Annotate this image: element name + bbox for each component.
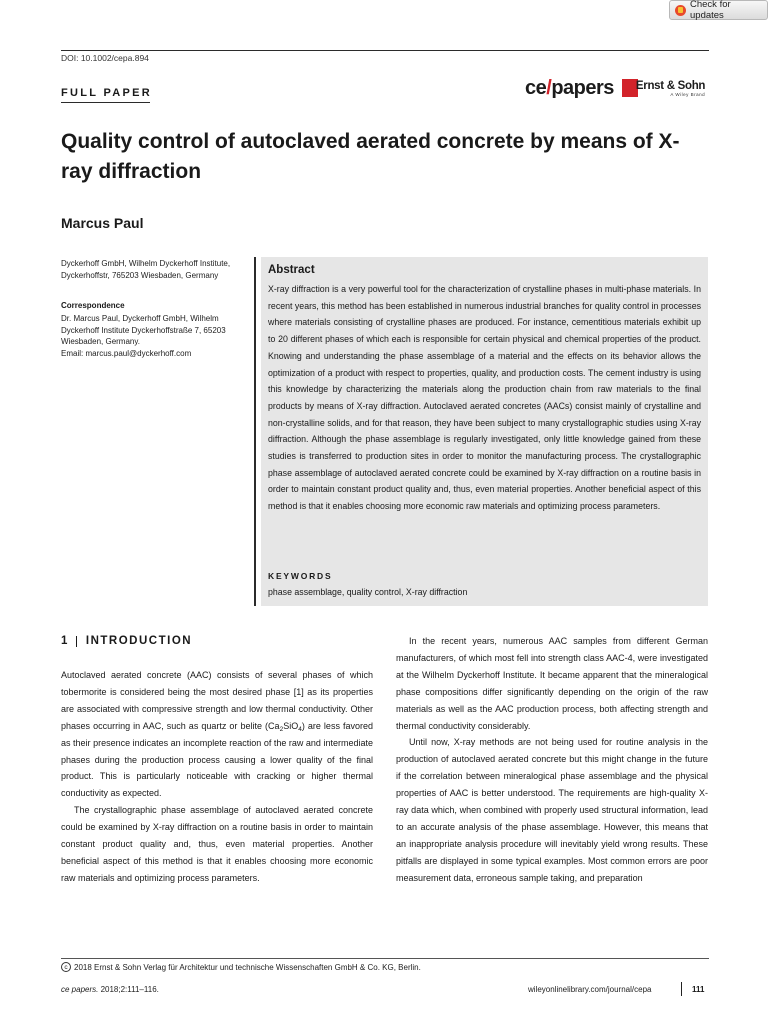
section-title: INTRODUCTION <box>85 635 193 647</box>
paper-type-underline <box>61 102 150 103</box>
correspondence-email[interactable]: Email: marcus.paul@dyckerhoff.com <box>61 348 192 358</box>
copyright-text: 2018 Ernst & Sohn Verlag für Architektur und technische Wissenschaften GmbH & Co. KG, Berlin. <box>74 962 421 972</box>
section-heading <box>61 635 192 647</box>
correspondence-heading: Correspondence <box>61 301 125 310</box>
journal-url[interactable]: wileyonlinelibrary.com/journal/cepa <box>528 985 652 994</box>
check-for-updates-button[interactable] <box>669 0 768 20</box>
abstract-text: X-ray diffraction is a very powerful tool for the characterization of crystalline phases in multi-phase materials. In recent years, this method has been established in numerous industrial branches for quality control in processes where materials consisting of crystalline phases are produced. For instance, cementitious materials exhibit up to 20 different phases of which each is responsible for certain physical and chemical properties of the product. Knowing and understanding the phase assemblage of a material and the effects on its behavior allows the optimization of a product with respect to properties, quality, and production costs. The cement industry is using this knowledge by characterizing the materials along the production chain from raw materials to the final products by means of X-ray diffraction. Autoclaved aerated concretes (AACs) consist mainly of crystalline and non-crystalline solids, and for that reason, they have been subject to many crystallographic studies using X-ray diffraction. Although the phase assemblage is regularly investigated, only little knowledge gained from these studies is transferred to production sites in order to monitor the manufacturing process. The crystallographic phase assemblage of autoclaved aerated concrete could be examined by X-ray diffraction on a routine basis in order to maintain constant product quality and, thus, even material properties. Another beneficial aspect of this method is that it enables choosing more economic raw materials and optimizing process parameters. <box>268 284 701 512</box>
keywords: phase assemblage, quality control, X-ray diffraction <box>268 587 468 597</box>
body-column-right <box>396 633 708 887</box>
copyright-icon: c <box>61 962 71 972</box>
paragraph: Autoclaved aerated concrete (AAC) consists of several phases of which tobermorite is considered being the most desired phase [1] as its properties are associated with compressive strength and low thermal conductivity. Other phases occurring in AAC, such as quartz or belite $(Ca_2SiO_4)$ are less favored as their presence indicates an incomplete reaction of the raw and intermediate phases during the production process causing a lower quality of the final product. This is particularly noticeable with cracking or higher thermal conductivity as expected. <box>61 670 374 799</box>
paper-type: FULL PAPER <box>61 87 153 99</box>
top-rule <box>61 50 709 51</box>
paragraph: Until now, X-ray methods are not being used for routine analysis in the production of autoclaved aerated concrete but this might change in the future if the correlation between mineralogical phase assemblage and the physical properties of AAC is better understood. The requirements are high-quality X-ray data which, when combined with properly used structural information, lead to an accurate analysis of the phase assemblage. However, this means that an inappropriate analysis procedure will inevitably yield wrong results. These pitfalls are displayed in some typical examples. Most common errors are poor measurement data, erroneous sample taking, and preparation <box>396 737 708 883</box>
publisher-tagline: A Wiley Brand <box>670 91 706 97</box>
correspondence-block <box>61 313 251 359</box>
author-name: Marcus Paul <box>61 215 144 231</box>
publisher-name: Ernst & Sohn <box>635 79 706 92</box>
section-number: 1 <box>61 635 69 647</box>
section-divider <box>76 636 77 647</box>
publisher-logo <box>622 79 705 97</box>
ce-papers-logo: ce/papers <box>525 76 614 99</box>
crossmark-icon <box>675 5 686 16</box>
copyright <box>61 962 421 972</box>
body-column-left <box>61 667 373 887</box>
correspondence-address: Dr. Marcus Paul, Dyckerhoff GmbH, Wilhelm Dyckerhoff Institute Dyckerhoffstraße 7, 65203 Wiesbaden, Germany. <box>61 314 226 346</box>
footer-divider <box>681 982 682 996</box>
paragraph: The crystallographic phase assemblage of autoclaved aerated concrete could be examined by X-ray diffraction on a routine basis in order to maintain constant product quality and, thus, even material properties. Another beneficial aspect of this method is that it enables choosing more economic raw materials and optimizing process parameters. <box>61 805 373 883</box>
footer-rule <box>61 958 709 959</box>
article-title: Quality control of autoclaved aerated concrete by means of X-ray diffraction <box>61 130 680 183</box>
journal-logo <box>525 76 705 100</box>
page-number: 111 <box>692 985 705 994</box>
doi: DOI: 10.1002/cepa.894 <box>61 53 149 63</box>
abstract-heading: Abstract <box>268 264 315 276</box>
citation: ce papers. 2018;2:111–116. <box>61 985 159 994</box>
keywords-heading: KEYWORDS <box>268 571 333 581</box>
abstract-side-rule <box>254 257 256 606</box>
paragraph: In the recent years, numerous AAC samples from different German manufacturers, of which most fell into strength class AAC-4, were investigated at the Wilhelm Dyckerhoff Institute. It became apparent that the mineralogical phase compositions differ significantly depending on the origin of the raw materials as well as the AAC production process, both affecting strength and thermal conductivity considerably. <box>396 636 708 731</box>
check-for-updates-label: Check for updates <box>690 0 731 21</box>
affiliation: Dyckerhoff GmbH, Wilhelm Dyckerhoff Institute, Dyckerhoffstr, 765203 Wiesbaden, Germany <box>61 259 231 280</box>
